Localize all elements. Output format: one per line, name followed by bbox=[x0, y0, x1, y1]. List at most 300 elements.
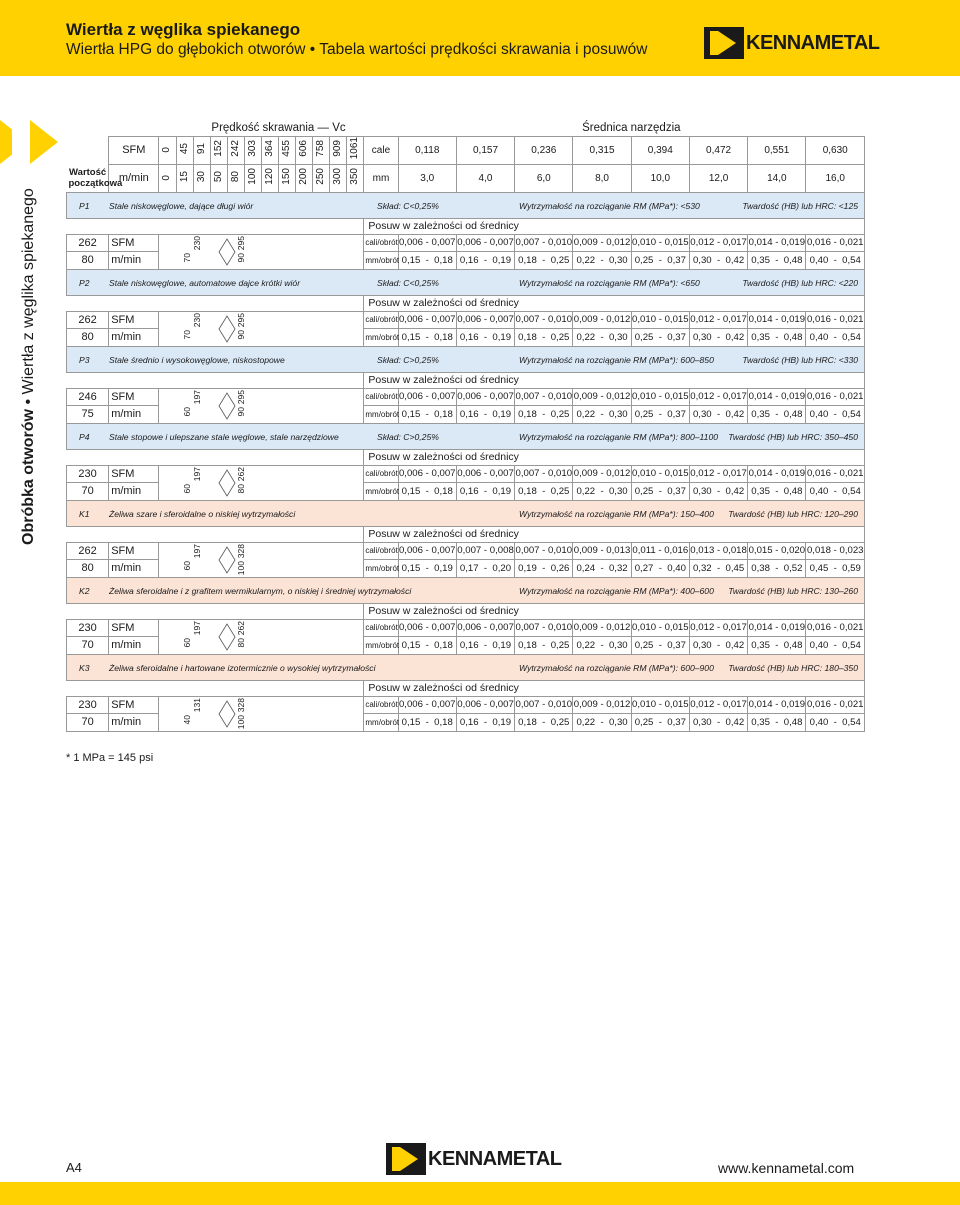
feed-inch-value: 0,009 - 0,012 bbox=[573, 237, 631, 249]
feed-mm-value: 0,30 - 0,42 bbox=[692, 485, 745, 497]
material-code: K2 bbox=[79, 585, 90, 596]
feed-inch-value: 0,011 - 0,016 bbox=[632, 545, 689, 557]
feed-inch-value: 0,010 - 0,015 bbox=[632, 468, 689, 480]
feed-inch-value: 0,009 - 0,013 bbox=[573, 545, 631, 557]
table-row bbox=[67, 619, 865, 637]
speed-mmin-high: 90 bbox=[236, 406, 247, 416]
material-group-header bbox=[67, 346, 865, 372]
feed-unit-inch: cali/obrót bbox=[365, 238, 398, 248]
feed-mm-value: 0,35 - 0,48 bbox=[751, 485, 803, 497]
diameter-mm-value: 10,0 bbox=[650, 172, 671, 184]
feed-inch-value: 0,009 - 0,012 bbox=[573, 622, 631, 634]
feed-mm-value: 0,35 - 0,48 bbox=[751, 639, 803, 651]
feed-mm-value: 0,15 - 0,19 bbox=[401, 562, 453, 574]
speed-sfm-high: 262 bbox=[236, 620, 247, 635]
mmin-scale-tick: 200 bbox=[298, 168, 310, 185]
speed-header: Prędkość skrawania — Vc bbox=[211, 121, 346, 134]
sfm-scale-tick: 152 bbox=[212, 140, 224, 157]
speed-sfm-high: 328 bbox=[236, 697, 247, 712]
material-tensile: Wytrzymałość na rozciąganie RM (MPa*): <530 bbox=[519, 200, 700, 211]
speed-mmin-high: 90 bbox=[236, 329, 247, 339]
material-description: Żeliwa sferoidalne i z grafitem wermikularnym, o niskiej i średniej wytrzymałości bbox=[109, 585, 412, 596]
feed-inch-value: 0,006 - 0,007 bbox=[398, 237, 456, 249]
feed-unit-mm: mm/obrót bbox=[365, 563, 400, 573]
feed-mm-value: 0,16 - 0,19 bbox=[459, 716, 512, 728]
material-description: Stale niskowęglowe, dające długi wiór bbox=[109, 200, 254, 211]
sfm-label: SFM bbox=[111, 621, 135, 634]
sfm-scale-tick: 303 bbox=[246, 140, 258, 157]
mmin-scale-tick: 350 bbox=[349, 168, 361, 185]
speed-sfm-high: 262 bbox=[236, 466, 247, 481]
speed-range-diagram bbox=[159, 697, 363, 731]
speed-range-diagram bbox=[159, 543, 363, 577]
feed-mm-value: 0,25 - 0,37 bbox=[634, 485, 686, 497]
sfm-scale-tick: 1061 bbox=[349, 137, 361, 160]
feed-mm-value: 0,22 - 0,30 bbox=[576, 254, 628, 266]
speed-mmin-high: 100 bbox=[236, 560, 247, 575]
material-code: K3 bbox=[79, 662, 90, 673]
feed-mm-value: 0,24 - 0,32 bbox=[576, 562, 628, 574]
speed-sfm-high: 295 bbox=[236, 389, 247, 404]
speed-sfm-low: 197 bbox=[192, 389, 203, 404]
speed-mmin-high: 100 bbox=[236, 714, 247, 729]
start-mmin-value: 80 bbox=[81, 562, 94, 575]
diameter-inch-value: 0,472 bbox=[706, 144, 732, 156]
speed-mmin-low: 70 bbox=[182, 329, 193, 339]
feed-mm-value: 0,38 - 0,52 bbox=[751, 562, 803, 574]
feed-mm-value: 0,25 - 0,37 bbox=[634, 331, 686, 343]
sfm-label: SFM bbox=[111, 390, 135, 403]
feed-inch-value: 0,009 - 0,012 bbox=[573, 468, 631, 480]
feed-inch-value: 0,016 - 0,021 bbox=[806, 468, 864, 480]
sfm-label: SFM bbox=[111, 236, 135, 249]
feed-inch-value: 0,010 - 0,015 bbox=[632, 699, 689, 711]
feed-mm-value: 0,15 - 0,18 bbox=[401, 254, 453, 266]
feed-mm-value: 0,22 - 0,30 bbox=[576, 331, 628, 343]
feed-mm-value: 0,15 - 0,18 bbox=[401, 408, 453, 420]
feed-header: Posuw w zależności od średnicy bbox=[368, 297, 519, 309]
feed-inch-value: 0,006 - 0,007 bbox=[398, 314, 456, 326]
feed-inch-value: 0,016 - 0,021 bbox=[806, 314, 864, 326]
feed-mm-value: 0,32 - 0,45 bbox=[692, 562, 745, 574]
speed-range-diagram bbox=[159, 466, 363, 500]
sfm-label: SFM bbox=[111, 313, 135, 326]
material-tensile: Wytrzymałość na rozciąganie RM (MPa*): 400–600 bbox=[519, 585, 714, 596]
feed-mm-value: 0,25 - 0,37 bbox=[634, 716, 686, 728]
feed-inch-value: 0,006 - 0,007 bbox=[398, 468, 456, 480]
feed-inch-value: 0,012 - 0,017 bbox=[690, 699, 747, 711]
speed-mmin-high: 80 bbox=[236, 637, 247, 647]
feed-inch-value: 0,006 - 0,007 bbox=[398, 391, 456, 403]
speed-range-diagram bbox=[159, 620, 363, 654]
mmin-scale-tick: 0 bbox=[161, 174, 173, 181]
speed-sfm-low: 131 bbox=[192, 697, 203, 712]
footnote: * 1 MPa = 145 psi bbox=[66, 752, 154, 764]
mmin-label: m/min bbox=[111, 562, 142, 575]
feed-mm-value: 0,40 - 0,54 bbox=[809, 254, 861, 266]
feed-mm-value: 0,22 - 0,30 bbox=[576, 485, 628, 497]
sfm-label: SFM bbox=[122, 144, 146, 156]
material-hardness: Twardość (HB) lub HRC: 180–350 bbox=[728, 662, 858, 673]
speed-sfm-low: 230 bbox=[192, 312, 203, 327]
feed-inch-value: 0,014 - 0,019 bbox=[748, 699, 806, 711]
feed-inch-value: 0,014 - 0,019 bbox=[748, 391, 806, 403]
mmin-label: m/min bbox=[111, 331, 142, 344]
material-tensile: Wytrzymałość na rozciąganie RM (MPa*): 600–850 bbox=[519, 354, 714, 365]
feed-inch-value: 0,009 - 0,012 bbox=[573, 391, 631, 403]
feed-mm-value: 0,35 - 0,48 bbox=[751, 716, 803, 728]
logo-wordmark: KENNAMETAL bbox=[428, 1147, 562, 1170]
feed-inch-value: 0,010 - 0,015 bbox=[632, 237, 689, 249]
footer-kennametal-logo bbox=[386, 1143, 562, 1175]
sfm-scale-tick: 0 bbox=[161, 146, 173, 153]
diameter-header: Średnica narzędzia bbox=[582, 121, 681, 134]
feed-mm-value: 0,16 - 0,19 bbox=[459, 254, 512, 266]
material-composition: Skład: C<0,25% bbox=[377, 277, 439, 288]
page-number: A4 bbox=[66, 1160, 82, 1175]
feed-inch-value: 0,006 - 0,007 bbox=[398, 699, 456, 711]
material-group-header bbox=[67, 423, 865, 449]
sfm-label: SFM bbox=[111, 544, 135, 557]
material-group-header bbox=[67, 654, 865, 680]
feed-inch-value: 0,007 - 0,010 bbox=[515, 699, 573, 711]
speed-mmin-low: 60 bbox=[182, 406, 193, 416]
diameter-mm-value: 12,0 bbox=[708, 172, 729, 184]
material-group-header bbox=[67, 269, 865, 295]
speed-mmin-low: 70 bbox=[182, 252, 193, 262]
feed-unit-inch: cali/obrót bbox=[365, 700, 398, 710]
feed-mm-value: 0,18 - 0,25 bbox=[518, 716, 570, 728]
feed-inch-value: 0,007 - 0,010 bbox=[515, 622, 573, 634]
start-mmin-value: 80 bbox=[81, 331, 94, 344]
feed-mm-value: 0,25 - 0,37 bbox=[634, 639, 686, 651]
mmin-scale-tick: 300 bbox=[332, 168, 344, 185]
diameter-inch-value: 0,551 bbox=[764, 144, 790, 156]
material-description: Żeliwa szare i sferoidalne o niskiej wytrzymałości bbox=[109, 508, 296, 519]
speed-range-diamond-icon bbox=[219, 624, 235, 650]
feed-mm-value: 0,40 - 0,54 bbox=[809, 716, 861, 728]
material-description: Stale niskowęglowe, automatowe dajce krótki wiór bbox=[109, 277, 301, 288]
start-mmin-value: 70 bbox=[81, 485, 94, 498]
mmin-scale-tick: 120 bbox=[263, 168, 275, 185]
feed-inch-value: 0,015 - 0,020 bbox=[748, 545, 806, 557]
diameter-mm-value: 16,0 bbox=[825, 172, 845, 184]
material-tensile: Wytrzymałość na rozciąganie RM (MPa*): 150–400 bbox=[519, 508, 714, 519]
feed-inch-value: 0,014 - 0,019 bbox=[748, 314, 806, 326]
diameter-inch-value: 0,236 bbox=[531, 144, 557, 156]
material-tensile: Wytrzymałość na rozciąganie RM (MPa*): <650 bbox=[519, 277, 700, 288]
material-group-header bbox=[67, 192, 865, 218]
feed-inch-value: 0,012 - 0,017 bbox=[690, 468, 747, 480]
feed-mm-value: 0,18 - 0,25 bbox=[518, 408, 570, 420]
feed-inch-value: 0,009 - 0,012 bbox=[573, 314, 631, 326]
feed-unit-mm: mm/obrót bbox=[365, 717, 400, 727]
diameter-mm-value: 3,0 bbox=[420, 172, 435, 184]
feed-inch-value: 0,007 - 0,010 bbox=[515, 468, 573, 480]
speed-range-diamond-icon bbox=[219, 239, 235, 265]
start-sfm-value: 262 bbox=[78, 313, 97, 326]
mmin-scale-tick: 250 bbox=[315, 168, 327, 185]
sidebar-section-label: Obróbka otworów • Wiertła z węglika spiekanego bbox=[20, 188, 37, 545]
footer-bar bbox=[0, 1182, 960, 1205]
feed-mm-value: 0,40 - 0,54 bbox=[809, 485, 861, 497]
mmin-scale-tick: 100 bbox=[246, 168, 258, 185]
sfm-scale-tick: 758 bbox=[315, 140, 327, 157]
speed-sfm-low: 230 bbox=[192, 235, 203, 250]
feed-unit-mm: mm/obrót bbox=[365, 640, 400, 650]
feed-mm-value: 0,16 - 0,19 bbox=[459, 331, 512, 343]
feed-inch-value: 0,006 - 0,007 bbox=[457, 699, 514, 711]
feed-inch-value: 0,014 - 0,019 bbox=[748, 622, 806, 634]
feed-mm-value: 0,30 - 0,42 bbox=[692, 331, 745, 343]
feed-inch-value: 0,016 - 0,021 bbox=[806, 699, 864, 711]
feed-mm-value: 0,17 - 0,20 bbox=[459, 562, 512, 574]
feed-inch-value: 0,007 - 0,010 bbox=[515, 545, 573, 557]
table-row bbox=[67, 542, 865, 560]
mmin-scale-tick: 150 bbox=[281, 168, 292, 185]
speed-sfm-low: 197 bbox=[192, 466, 203, 481]
material-hardness: Twardość (HB) lub HRC: <330 bbox=[742, 354, 858, 365]
feed-mm-value: 0,30 - 0,42 bbox=[692, 254, 745, 266]
feed-mm-value: 0,16 - 0,19 bbox=[459, 408, 512, 420]
table-row bbox=[67, 234, 865, 252]
speed-range-diamond-icon bbox=[219, 701, 235, 727]
feed-inch-value: 0,006 - 0,007 bbox=[457, 391, 514, 403]
feed-header: Posuw w zależności od średnicy bbox=[368, 682, 519, 694]
material-hardness: Twardość (HB) lub HRC: 120–290 bbox=[728, 508, 858, 519]
feed-inch-value: 0,006 - 0,007 bbox=[457, 314, 514, 326]
page-title: Wiertła z węglika spiekanego bbox=[66, 20, 301, 39]
speed-range-diamond-icon bbox=[219, 316, 235, 342]
table-row bbox=[67, 388, 865, 406]
feed-inch-value: 0,006 - 0,007 bbox=[457, 237, 514, 249]
sfm-label: SFM bbox=[111, 467, 135, 480]
feed-inch-value: 0,016 - 0,021 bbox=[806, 237, 864, 249]
feed-inch-value: 0,012 - 0,017 bbox=[690, 237, 747, 249]
speed-range-diamond-icon bbox=[219, 547, 235, 573]
mmin-scale-tick: 15 bbox=[178, 170, 190, 183]
feed-mm-value: 0,40 - 0,54 bbox=[809, 408, 861, 420]
diameter-inch-value: 0,118 bbox=[415, 144, 440, 156]
table-row bbox=[67, 311, 865, 329]
diameter-inch-value: 0,394 bbox=[647, 144, 673, 156]
feed-header: Posuw w zależności od średnicy bbox=[368, 374, 519, 386]
diameter-mm-value: 4,0 bbox=[478, 172, 493, 184]
material-code: P1 bbox=[79, 200, 90, 211]
material-code: P2 bbox=[79, 277, 90, 288]
start-value-label: początkowa bbox=[68, 177, 123, 189]
feed-mm-value: 0,30 - 0,42 bbox=[692, 639, 745, 651]
material-code: P3 bbox=[79, 354, 90, 365]
start-mmin-value: 75 bbox=[81, 408, 94, 421]
material-composition: Skład: C>0,25% bbox=[377, 431, 439, 442]
material-hardness: Twardość (HB) lub HRC: 350–450 bbox=[728, 431, 858, 442]
feed-mm-value: 0,30 - 0,42 bbox=[692, 408, 745, 420]
material-group-header bbox=[67, 577, 865, 603]
start-sfm-value: 262 bbox=[78, 236, 97, 249]
start-sfm-value: 246 bbox=[78, 390, 97, 403]
cutting-data-table bbox=[66, 120, 865, 732]
feed-inch-value: 0,010 - 0,015 bbox=[632, 391, 689, 403]
feed-mm-value: 0,45 - 0,59 bbox=[809, 562, 861, 574]
feed-inch-value: 0,006 - 0,007 bbox=[398, 622, 456, 634]
sfm-scale-tick: 455 bbox=[281, 140, 292, 157]
feed-mm-value: 0,22 - 0,30 bbox=[576, 639, 628, 651]
speed-sfm-high: 328 bbox=[236, 543, 247, 558]
feed-header: Posuw w zależności od średnicy bbox=[368, 605, 519, 617]
mmin-label: m/min bbox=[111, 716, 142, 729]
feed-mm-value: 0,35 - 0,48 bbox=[751, 408, 803, 420]
start-sfm-value: 230 bbox=[78, 467, 97, 480]
speed-mmin-low: 40 bbox=[182, 714, 193, 724]
material-composition: Skład: C>0,25% bbox=[377, 354, 439, 365]
feed-mm-value: 0,18 - 0,25 bbox=[518, 639, 570, 651]
feed-inch-value: 0,012 - 0,017 bbox=[690, 391, 747, 403]
table-row bbox=[67, 696, 865, 714]
diameter-mm-value: 8,0 bbox=[595, 172, 609, 184]
feed-mm-value: 0,40 - 0,54 bbox=[809, 639, 861, 651]
mmin-scale-tick: 80 bbox=[229, 170, 241, 183]
unit-inch: cale bbox=[371, 144, 391, 156]
page-subtitle: Wiertła HPG do głębokich otworów • Tabela wartości prędkości skrawania i posuwów bbox=[66, 41, 648, 58]
table-row bbox=[67, 465, 865, 483]
mmin-scale-tick: 30 bbox=[195, 170, 207, 183]
feed-inch-value: 0,007 - 0,010 bbox=[515, 314, 573, 326]
diameter-mm-value: 14,0 bbox=[767, 172, 787, 184]
start-mmin-value: 70 bbox=[81, 639, 94, 652]
feed-inch-value: 0,007 - 0,010 bbox=[515, 237, 573, 249]
diameter-inch-value: 0,315 bbox=[589, 144, 615, 156]
feed-mm-value: 0,16 - 0,19 bbox=[459, 485, 512, 497]
material-tensile: Wytrzymałość na rozciąganie RM (MPa*): 800–1100 bbox=[519, 431, 719, 442]
speed-mmin-low: 60 bbox=[182, 560, 193, 570]
feed-inch-value: 0,016 - 0,021 bbox=[806, 391, 864, 403]
feed-mm-value: 0,30 - 0,42 bbox=[692, 716, 745, 728]
sfm-scale-tick: 242 bbox=[229, 140, 241, 157]
feed-header: Posuw w zależności od średnicy bbox=[368, 220, 519, 232]
material-composition: Skład: C<0,25% bbox=[377, 200, 439, 211]
feed-inch-value: 0,006 - 0,007 bbox=[398, 545, 456, 557]
feed-mm-value: 0,18 - 0,25 bbox=[518, 331, 570, 343]
feed-inch-value: 0,014 - 0,019 bbox=[748, 237, 806, 249]
feed-mm-value: 0,25 - 0,37 bbox=[634, 254, 686, 266]
speed-sfm-high: 295 bbox=[236, 235, 247, 250]
feed-mm-value: 0,18 - 0,25 bbox=[518, 254, 570, 266]
mmin-label: m/min bbox=[111, 408, 142, 421]
feed-mm-value: 0,25 - 0,37 bbox=[634, 408, 686, 420]
feed-mm-value: 0,15 - 0,18 bbox=[401, 331, 453, 343]
feed-mm-value: 0,40 - 0,54 bbox=[809, 331, 861, 343]
material-hardness: Twardość (HB) lub HRC: 130–260 bbox=[728, 585, 858, 596]
material-group-header bbox=[67, 500, 865, 526]
kennametal-logo bbox=[704, 27, 880, 59]
speed-sfm-low: 197 bbox=[192, 620, 203, 635]
speed-range-diagram bbox=[159, 235, 363, 269]
speed-sfm-low: 197 bbox=[192, 543, 203, 558]
feed-mm-value: 0,35 - 0,48 bbox=[751, 331, 803, 343]
feed-mm-value: 0,35 - 0,48 bbox=[751, 254, 803, 266]
feed-mm-value: 0,27 - 0,40 bbox=[634, 562, 686, 574]
feed-inch-value: 0,009 - 0,012 bbox=[573, 699, 631, 711]
start-mmin-value: 80 bbox=[81, 254, 94, 267]
feed-inch-value: 0,007 - 0,010 bbox=[515, 391, 573, 403]
speed-mmin-low: 60 bbox=[182, 483, 193, 493]
mmin-label: m/min bbox=[118, 172, 149, 184]
feed-unit-mm: mm/obrót bbox=[365, 332, 400, 342]
website-link[interactable]: www.kennametal.com bbox=[718, 1160, 855, 1176]
feed-unit-inch: cali/obrót bbox=[365, 546, 398, 556]
feed-mm-value: 0,16 - 0,19 bbox=[459, 639, 512, 651]
speed-range-diagram bbox=[159, 312, 363, 346]
material-code: P4 bbox=[79, 431, 90, 442]
sfm-scale-tick: 909 bbox=[332, 140, 344, 157]
kennametal-k-icon bbox=[386, 1143, 426, 1175]
diameter-inch-value: 0,157 bbox=[472, 144, 499, 156]
feed-unit-mm: mm/obrót bbox=[365, 486, 400, 496]
speed-mmin-high: 90 bbox=[236, 252, 247, 262]
feed-unit-mm: mm/obrót bbox=[365, 255, 400, 265]
feed-unit-inch: cali/obrót bbox=[365, 623, 398, 633]
feed-mm-value: 0,15 - 0,18 bbox=[401, 639, 453, 651]
speed-range-diamond-icon bbox=[219, 470, 235, 496]
start-sfm-value: 230 bbox=[78, 621, 97, 634]
header-bar bbox=[0, 0, 960, 76]
speed-range-diamond-icon bbox=[219, 393, 235, 419]
start-value-label: Wartość bbox=[69, 166, 107, 178]
sfm-scale-tick: 364 bbox=[263, 140, 275, 157]
material-description: Stale średnio i wysokowęglowe, niskostopowe bbox=[109, 354, 285, 365]
start-sfm-value: 262 bbox=[78, 544, 97, 557]
material-description: Żeliwa sferoidalne i hartowane izotermicznie o wysokiej wytrzymałości bbox=[109, 662, 376, 673]
diameter-mm-value: 6,0 bbox=[536, 172, 551, 184]
feed-inch-value: 0,010 - 0,015 bbox=[632, 314, 689, 326]
feed-mm-value: 0,22 - 0,30 bbox=[576, 716, 628, 728]
speed-range-diagram bbox=[159, 389, 363, 423]
material-code: K1 bbox=[79, 508, 90, 519]
mmin-label: m/min bbox=[111, 254, 142, 267]
feed-inch-value: 0,013 - 0,018 bbox=[690, 545, 747, 557]
diameter-inch-value: 0,630 bbox=[822, 144, 848, 156]
start-sfm-value: 230 bbox=[78, 698, 97, 711]
material-hardness: Twardość (HB) lub HRC: <220 bbox=[742, 277, 858, 288]
feed-inch-value: 0,018 - 0,023 bbox=[806, 545, 864, 557]
speed-mmin-low: 60 bbox=[182, 637, 193, 647]
feed-mm-value: 0,15 - 0,18 bbox=[401, 485, 453, 497]
feed-mm-value: 0,15 - 0,18 bbox=[401, 716, 453, 728]
feed-inch-value: 0,012 - 0,017 bbox=[690, 622, 747, 634]
feed-header: Posuw w zależności od średnicy bbox=[368, 451, 519, 463]
sfm-scale-tick: 45 bbox=[178, 142, 190, 155]
sfm-scale-tick: 606 bbox=[298, 140, 310, 157]
feed-inch-value: 0,006 - 0,007 bbox=[457, 622, 514, 634]
kennametal-k-icon bbox=[704, 27, 744, 59]
feed-mm-value: 0,18 - 0,25 bbox=[518, 485, 570, 497]
logo-wordmark: KENNAMETAL bbox=[746, 31, 880, 54]
sfm-scale-tick: 91 bbox=[195, 142, 207, 155]
chevron-inner-icon bbox=[12, 128, 30, 156]
mmin-label: m/min bbox=[111, 485, 142, 498]
sfm-label: SFM bbox=[111, 698, 135, 711]
chevron-right-icon bbox=[30, 120, 58, 164]
speed-sfm-high: 295 bbox=[236, 312, 247, 327]
feed-unit-inch: cali/obrót bbox=[365, 315, 398, 325]
material-description: Stale stopowe i ulepszane stale węglowe, stale narzędziowe bbox=[109, 431, 339, 442]
feed-inch-value: 0,016 - 0,021 bbox=[806, 622, 864, 634]
feed-unit-inch: cali/obrót bbox=[365, 392, 398, 402]
feed-inch-value: 0,006 - 0,007 bbox=[457, 468, 514, 480]
feed-inch-value: 0,014 - 0,019 bbox=[748, 468, 806, 480]
material-hardness: Twardość (HB) lub HRC: <125 bbox=[742, 200, 858, 211]
